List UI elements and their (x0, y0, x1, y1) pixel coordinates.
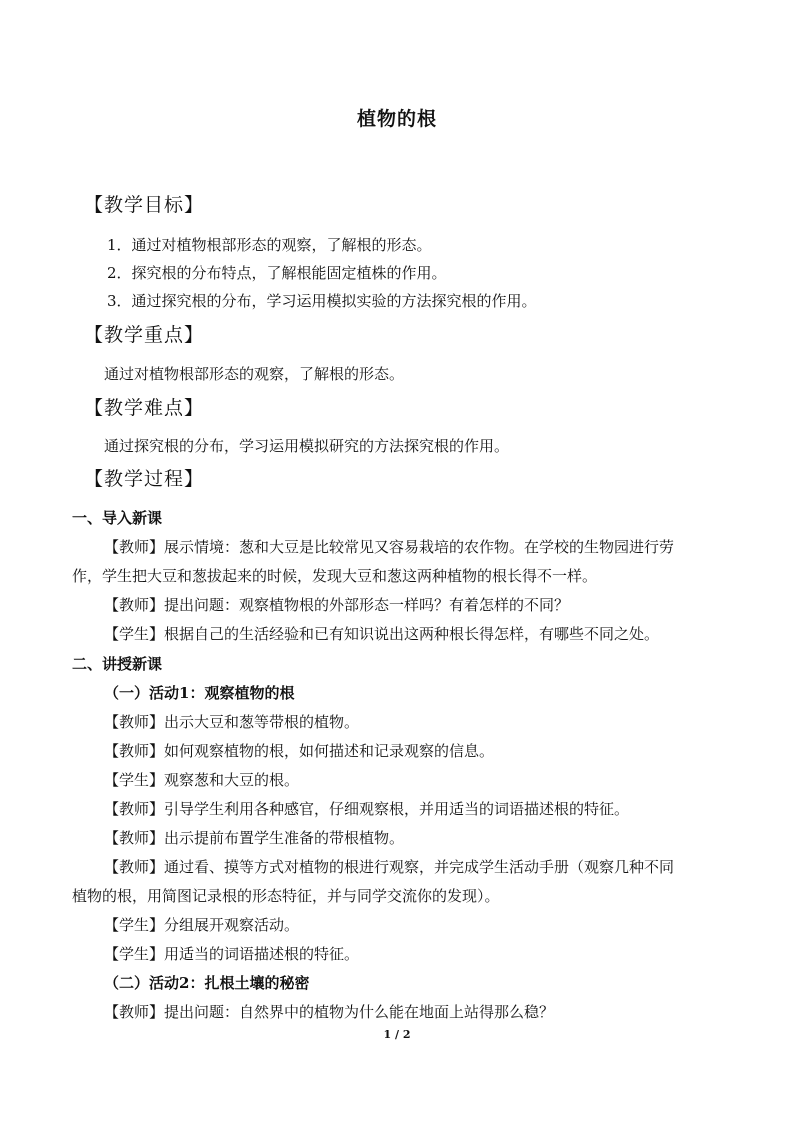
activity-1-line-1: 【教师】出示大豆和葱等带根的植物。 (104, 713, 360, 731)
section-heading-intro: 一、导入新课 (72, 509, 163, 527)
activity-1-line-2: 【教师】如何观察植物的根，如何描述和记录观察的信息。 (104, 742, 495, 760)
activity-1-paragraph-6-line-1: 【教师】通过看、摸等方式对植物的根进行观察，并完成学生活动手册（观察几种不同 (104, 858, 675, 876)
activity-2-heading: （二）活动2：扎根土壤的秘密 (104, 974, 310, 992)
activity-1-line-8: 【学生】用适当的词语描述根的特征。 (104, 945, 360, 963)
page-title: 植物的根 (356, 108, 437, 130)
activity-2-line-1: 【教师】提出问题：自然界中的植物为什么能在地面上站得那么稳？ (104, 1003, 555, 1021)
heading-teaching-goals: 【教学目标】 (84, 194, 205, 216)
key-points-text: 通过对植物根部形态的观察，了解根的形态。 (104, 365, 405, 383)
difficulties-text: 通过探究根的分布，学习运用模拟研究的方法探究根的作用。 (104, 437, 510, 455)
intro-paragraph-1-line-1: 【教师】展示情境：葱和大豆是比较常见又容易栽培的农作物。在学校的生物园进行劳 (104, 538, 675, 556)
activity-1-line-4: 【教师】引导学生利用各种感官，仔细观察根，并用适当的词语描述根的特征。 (104, 800, 630, 818)
goal-item-1: 1．通过对植物根部形态的观察，了解根的形态。 (107, 236, 432, 254)
goal-item-2: 2．探究根的分布特点，了解根能固定植株的作用。 (107, 264, 447, 282)
intro-paragraph-1-line-2: 作，学生把大豆和葱拔起来的时候，发现大豆和葱这两种植物的根长得不一样。 (72, 567, 598, 585)
heading-key-points: 【教学重点】 (84, 324, 205, 346)
intro-paragraph-2: 【教师】提出问题：观察植物根的外部形态一样吗？有着怎样的不同？ (104, 596, 570, 614)
activity-1-paragraph-6-line-2: 植物的根，用简图记录根的形态特征，并与同学交流你的发现）。 (72, 887, 500, 905)
heading-difficulties: 【教学难点】 (84, 397, 205, 419)
activity-1-line-5: 【教师】出示提前布置学生准备的带根植物。 (104, 829, 405, 847)
intro-paragraph-3: 【学生】根据自己的生活经验和已有知识说出这两种根长得怎样，有哪些不同之处。 (104, 625, 660, 643)
goal-item-3: 3．通过探究根的分布，学习运用模拟实验的方法探究根的作用。 (107, 292, 537, 310)
activity-1-line-7: 【学生】分组展开观察活动。 (104, 916, 300, 934)
activity-1-line-3: 【学生】观察葱和大豆的根。 (104, 771, 300, 789)
page-number: 1 / 2 (383, 1028, 411, 1041)
activity-1-heading: （一）活动1：观察植物的根 (104, 684, 295, 702)
section-heading-new-lesson: 二、讲授新课 (72, 655, 163, 673)
heading-teaching-process: 【教学过程】 (84, 468, 205, 490)
